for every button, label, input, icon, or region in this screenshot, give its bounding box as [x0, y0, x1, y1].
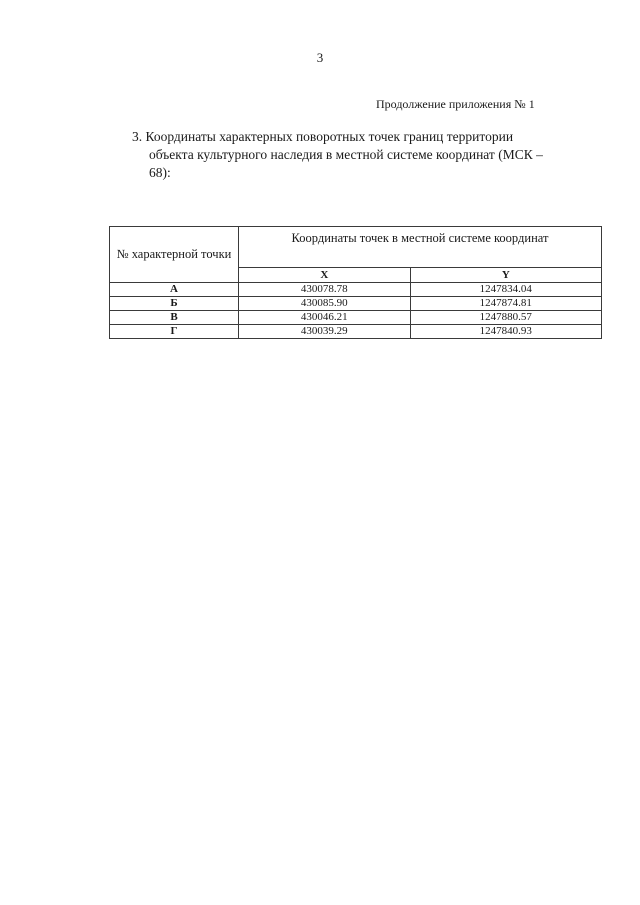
x-coordinate-cell: 430046.21 [239, 311, 411, 325]
section-heading [132, 128, 592, 182]
point-cell: В [110, 311, 239, 325]
table-row [110, 283, 602, 297]
page-number: 3 [316, 50, 324, 65]
point-cell: А [110, 283, 239, 297]
y-coordinate-cell: 1247834.04 [410, 283, 601, 297]
x-coordinate-cell: 430078.78 [239, 283, 411, 297]
section-line-2: объекта культурного наследия в местной системе координат (МСК – [149, 147, 543, 162]
x-coordinate-cell: 430039.29 [239, 325, 411, 339]
point-cell: Б [110, 297, 239, 311]
y-coordinate-cell: 1247880.57 [410, 311, 601, 325]
column-header-x: X [239, 268, 411, 283]
section-line-1: 3. Координаты характерных поворотных точек границ территории [132, 129, 514, 144]
column-header-point: № характерной точки [110, 227, 239, 283]
point-cell: Г [110, 325, 239, 339]
appendix-continuation-note: Продолжение приложения № 1 [376, 97, 535, 111]
y-coordinate-cell: 1247874.81 [410, 297, 601, 311]
table-row [110, 311, 602, 325]
section-line-3: 68): [149, 165, 171, 180]
table-row [110, 297, 602, 311]
column-header-coordinates: Координаты точек в местной системе координат [239, 227, 602, 268]
coordinates-table-body [110, 283, 602, 339]
coordinates-table [109, 226, 602, 339]
column-header-y: Y [410, 268, 601, 283]
y-coordinate-cell: 1247840.93 [410, 325, 601, 339]
x-coordinate-cell: 430085.90 [239, 297, 411, 311]
table-row [110, 325, 602, 339]
